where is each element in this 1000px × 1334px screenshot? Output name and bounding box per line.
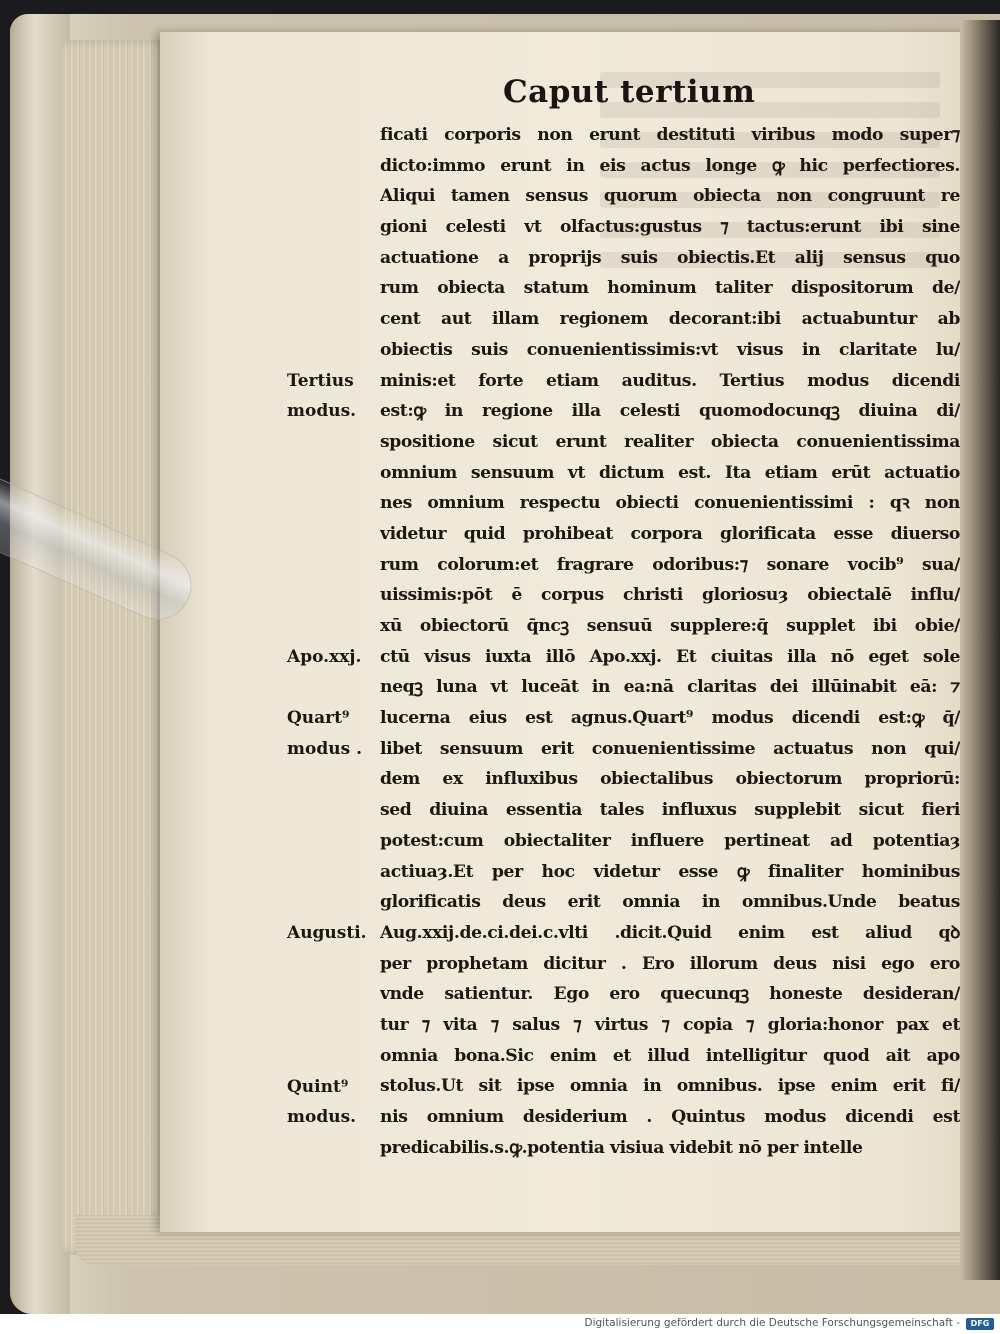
text-line: dicto:immo erunt in eis actus longe ꝙ hic perfectiores. bbox=[380, 155, 960, 176]
text-line: nis omnium desiderium . Quintus modus dicendi est bbox=[380, 1107, 960, 1127]
text-line: est:ꝙ in regione illa celesti quomodocunqꝫ diuina di/ bbox=[380, 401, 960, 422]
margin-note: modus . bbox=[287, 739, 362, 759]
text-line: nes omnium respectu obiecti conuenientissimi : qꝛ non bbox=[380, 493, 960, 514]
margin-note: Apo.xxj. bbox=[287, 646, 362, 667]
text-line: uissimis:pōt ē corpus christi gloriosuȝ obiectalē influ/ bbox=[380, 585, 960, 606]
dfg-logo: DFG bbox=[966, 1318, 994, 1330]
running-header: Caput tertium bbox=[503, 74, 756, 110]
text-line: per prophetam dicitur . Ero illorum deus nisi ego ero bbox=[380, 953, 960, 974]
text-line: Aug.xxij.de.ci.dei.c.vlti .dicit.Quid enim est aliud qꝺ bbox=[380, 922, 960, 943]
digitization-credit: Digitalisierung gefördert durch die Deutsche Forschungsgemeinschaft - bbox=[584, 1317, 960, 1329]
page-edges-left bbox=[62, 40, 167, 1255]
text-line: omnium sensuum vt dictum est. Ita etiam erūt actuatio bbox=[380, 462, 960, 483]
text-line: glorificatis deus erit omnia in omnibus.Unde beatus bbox=[380, 892, 960, 913]
text-line: minis:et forte etiam auditus. Tertius modus dicendi bbox=[380, 370, 960, 391]
margin-note: modus. bbox=[287, 1107, 357, 1128]
text-line: actiuaȝ.Et per hoc videtur esse ꝙ finaliter hominibus bbox=[380, 861, 960, 882]
text-line: ctū visus iuxta illō Apo.xxj. Et ciuitas illa nō eget sole bbox=[380, 646, 960, 667]
text-line: rum colorum:et fragrare odoribus:⁊ sonare vocib⁹ sua/ bbox=[380, 554, 960, 575]
text-line: actuatione a proprijs suis obiectis.Et alij sensus quo bbox=[380, 247, 960, 268]
text-line: gioni celesti vt olfactus:gustus ⁊ tactus:erunt ibi sine bbox=[380, 217, 960, 238]
text-line: spositione sicut erunt realiter obiecta conuenientissima bbox=[380, 431, 960, 452]
text-line: vnde satientur. Ego ero quecunqꝫ honeste desideran/ bbox=[380, 984, 960, 1005]
margin-note: Quart⁹ bbox=[287, 708, 350, 729]
text-line: ficati corporis non erunt destituti viribus modo super⁊ bbox=[380, 125, 960, 145]
footer-bar bbox=[0, 1314, 1000, 1334]
margin-note: Augusti. bbox=[287, 923, 367, 944]
text-line: obiectis suis conuenientissimis:vt visus in claritate lu/ bbox=[380, 339, 960, 360]
margin-note: modus. bbox=[287, 401, 357, 422]
text-line: lucerna eius est agnus.Quart⁹ modus dicendi est:ꝙ q̄/ bbox=[380, 708, 960, 729]
text-line: potest:cum obiectaliter influere pertineat ad potentiaȝ bbox=[380, 830, 960, 851]
text-line: videtur quid prohibeat corpora glorificata esse diuerso bbox=[380, 523, 960, 544]
text-line: tur ⁊ vita ⁊ salus ⁊ virtus ⁊ copia ⁊ gloria:honor pax et bbox=[380, 1014, 960, 1035]
text-line: sed diuina essentia tales influxus supplebit sicut fieri bbox=[380, 800, 960, 821]
text-line: predicabilis.s.ꝙ.potentia visiua videbit nō per intelle bbox=[380, 1137, 863, 1158]
text-line: rum obiecta statum hominum taliter dispositorum de/ bbox=[380, 278, 960, 299]
text-line: neqꝫ luna vt luceāt in ea:nā claritas dei illūinabit eā: ⁊ bbox=[380, 677, 960, 698]
text-line: xū obiectorū q̄ncꝫ sensuū supplere:q̄ supplet ibi obie/ bbox=[380, 616, 960, 636]
text-line: libet sensuum erit conuenientissime actuatus non qui/ bbox=[380, 738, 960, 759]
book-gutter bbox=[960, 20, 1000, 1280]
cover-edge bbox=[10, 14, 70, 1314]
text-line: dem ex influxibus obiectalibus obiectorum propriorū: bbox=[380, 769, 960, 790]
text-line: stolus.Ut sit ipse omnia in omnibus. ipse enim erit fi/ bbox=[380, 1076, 960, 1097]
text-line: Aliqui tamen sensus quorum obiecta non congruunt re bbox=[380, 186, 960, 207]
body-text-block bbox=[380, 120, 960, 1163]
text-line: cent aut illam regionem decorant:ibi actuabuntur ab bbox=[380, 309, 960, 330]
margin-note: Tertius bbox=[287, 370, 354, 391]
margin-note: Quint⁹ bbox=[287, 1076, 349, 1097]
text-line: omnia bona.Sic enim et illud intelligitur quod ait apo bbox=[380, 1045, 960, 1066]
